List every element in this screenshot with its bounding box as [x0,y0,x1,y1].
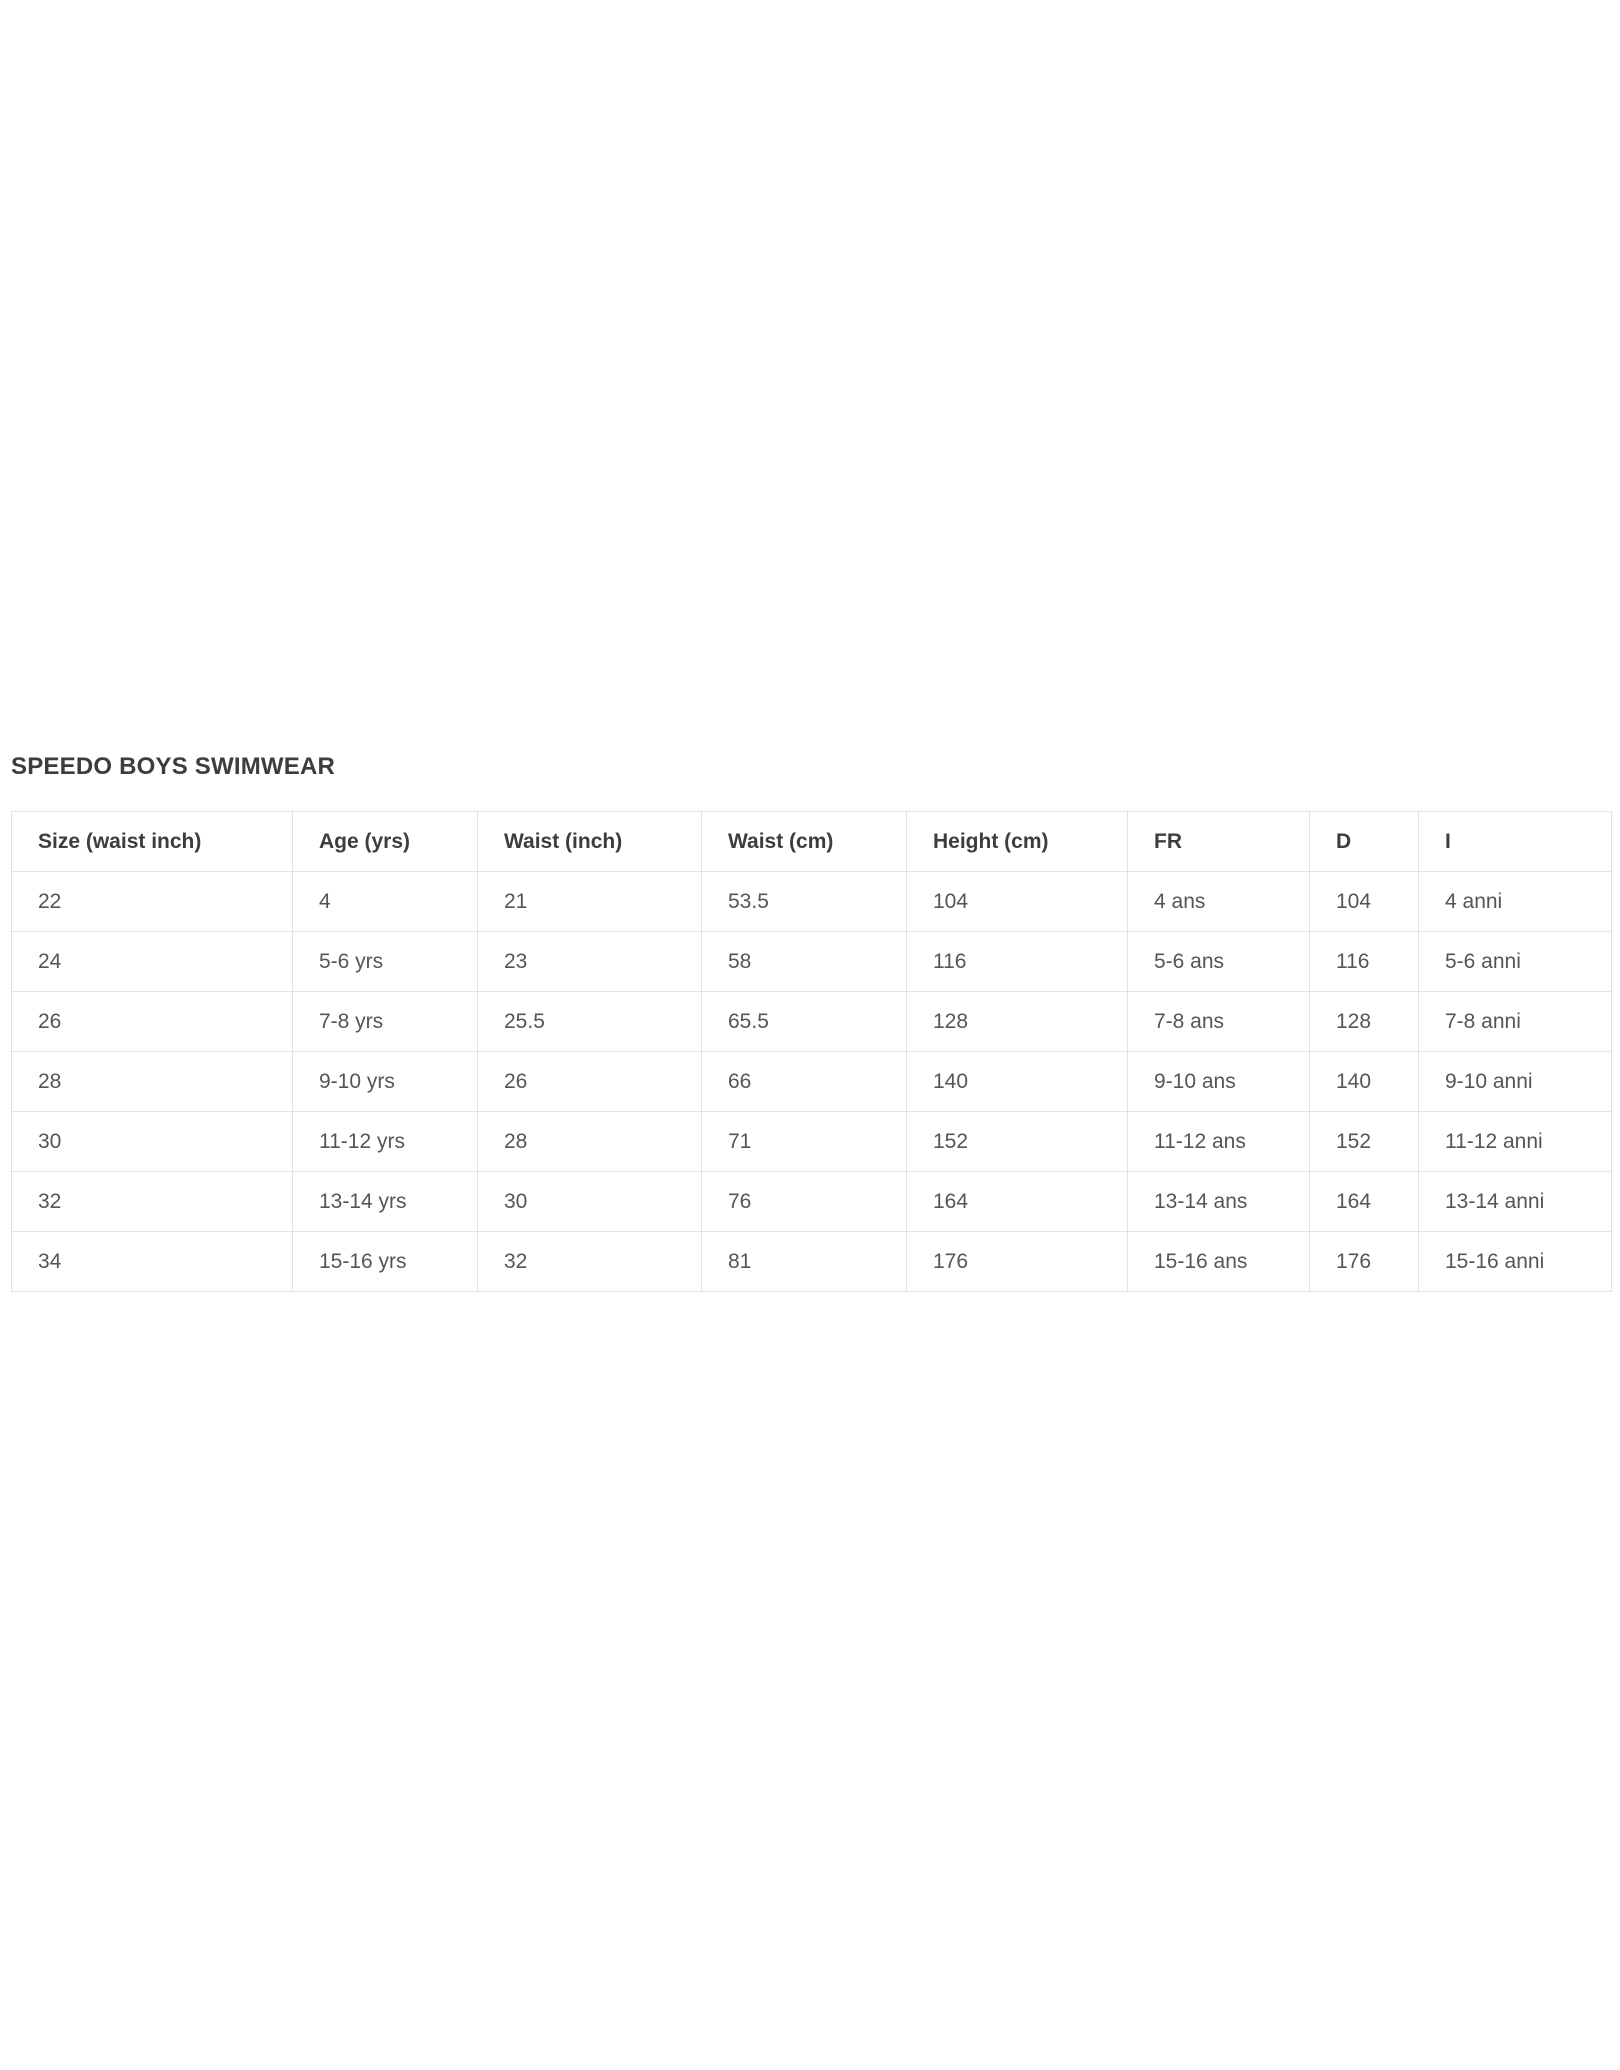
table-cell: 128 [907,992,1128,1052]
header-height-cm: Height (cm) [907,812,1128,872]
table-cell: 13-14 anni [1419,1172,1612,1232]
table-cell: 81 [702,1232,907,1292]
table-cell: 65.5 [702,992,907,1052]
table-cell: 25.5 [478,992,702,1052]
size-chart-table [11,811,1612,1292]
header-fr: FR [1128,812,1310,872]
table-row [12,932,1612,992]
table-cell: 5-6 anni [1419,932,1612,992]
table-cell: 4 anni [1419,872,1612,932]
table-cell: 32 [12,1172,293,1232]
table-cell: 28 [12,1052,293,1112]
table-cell: 11-12 anni [1419,1112,1612,1172]
table-cell: 7-8 yrs [293,992,478,1052]
table-cell: 176 [1310,1232,1419,1292]
table-cell: 152 [907,1112,1128,1172]
table-cell: 7-8 ans [1128,992,1310,1052]
table-cell: 7-8 anni [1419,992,1612,1052]
table-cell: 11-12 ans [1128,1112,1310,1172]
table-cell: 30 [12,1112,293,1172]
table-cell: 71 [702,1112,907,1172]
table-cell: 4 ans [1128,872,1310,932]
table-cell: 176 [907,1232,1128,1292]
table-row [12,992,1612,1052]
table-cell: 104 [1310,872,1419,932]
table-row [12,1112,1612,1172]
table-cell: 30 [478,1172,702,1232]
header-d: D [1310,812,1419,872]
table-cell: 15-16 yrs [293,1232,478,1292]
table-cell: 9-10 yrs [293,1052,478,1112]
table-row [12,1052,1612,1112]
table-cell: 140 [1310,1052,1419,1112]
table-cell: 23 [478,932,702,992]
header-size-waist-inch: Size (waist inch) [12,812,293,872]
table-cell: 9-10 ans [1128,1052,1310,1112]
table-cell: 22 [12,872,293,932]
table-cell: 164 [907,1172,1128,1232]
table-cell: 66 [702,1052,907,1112]
table-cell: 164 [1310,1172,1419,1232]
table-cell: 21 [478,872,702,932]
table-cell: 24 [12,932,293,992]
table-cell: 13-14 ans [1128,1172,1310,1232]
table-body [12,872,1612,1292]
table-cell: 15-16 ans [1128,1232,1310,1292]
table-cell: 53.5 [702,872,907,932]
table-cell: 116 [907,932,1128,992]
header-waist-cm: Waist (cm) [702,812,907,872]
table-header-row [12,812,1612,872]
table-row [12,1232,1612,1292]
table-cell: 116 [1310,932,1419,992]
table-cell: 58 [702,932,907,992]
table-cell: 26 [12,992,293,1052]
table-cell: 140 [907,1052,1128,1112]
table-cell: 4 [293,872,478,932]
size-chart-title: SPEEDO BOYS SWIMWEAR [11,753,336,780]
table-cell: 76 [702,1172,907,1232]
header-i: I [1419,812,1612,872]
table-row [12,1172,1612,1232]
table-cell: 152 [1310,1112,1419,1172]
table-cell: 13-14 yrs [293,1172,478,1232]
table-cell: 11-12 yrs [293,1112,478,1172]
table-row [12,872,1612,932]
table-cell: 128 [1310,992,1419,1052]
table-cell: 5-6 yrs [293,932,478,992]
table-cell: 5-6 ans [1128,932,1310,992]
header-age: Age (yrs) [293,812,478,872]
table-cell: 28 [478,1112,702,1172]
table-cell: 32 [478,1232,702,1292]
table-cell: 26 [478,1052,702,1112]
table-cell: 104 [907,872,1128,932]
table-cell: 15-16 anni [1419,1232,1612,1292]
header-waist-inch: Waist (inch) [478,812,702,872]
table-cell: 9-10 anni [1419,1052,1612,1112]
table-cell: 34 [12,1232,293,1292]
